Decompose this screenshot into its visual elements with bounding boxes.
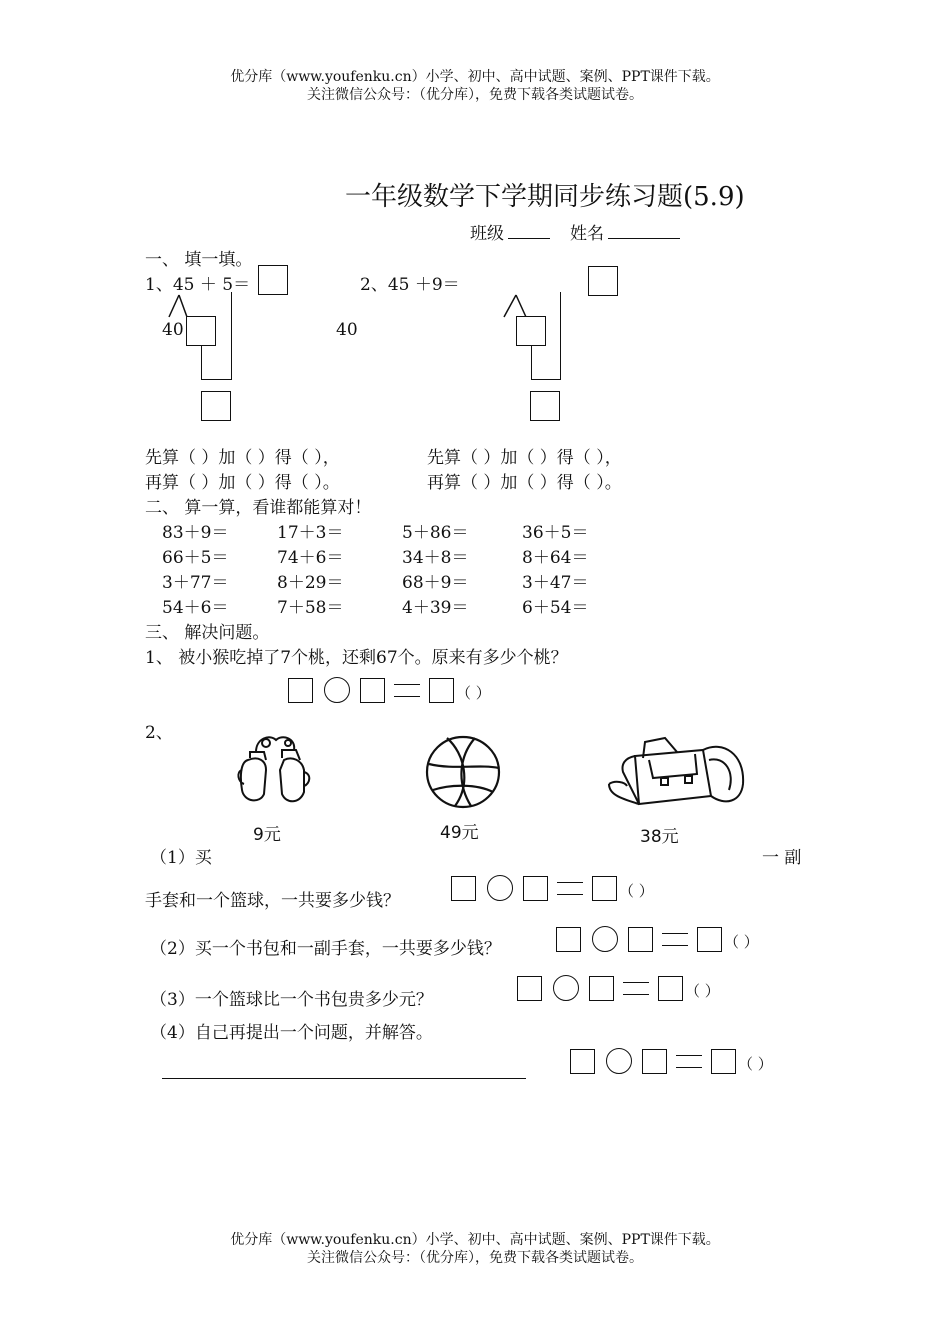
calc-item: 3＋77＝ — [162, 573, 229, 593]
calc-item: 54＋6＝ — [162, 598, 229, 618]
q2-bracket-bottom — [531, 379, 561, 380]
basketball-price: 49元 — [440, 823, 479, 843]
calc-item: 6＋54＝ — [522, 598, 589, 618]
calc-item: 3＋47＝ — [522, 573, 589, 593]
section2-heading: 二、 算一算，看谁都能算对！ — [145, 498, 372, 518]
section3-heading: 三、 解决问题。 — [145, 623, 270, 643]
sub-1-equals-sign — [557, 882, 583, 895]
sub-1-number-box-1[interactable] — [451, 876, 476, 901]
q1-step-1: 先算（ ）加（ ）得（ ）， — [145, 448, 340, 468]
problem-1-number-box-2[interactable] — [360, 678, 385, 703]
sub-2-unit-paren[interactable]: （ ） — [724, 933, 759, 951]
sub-1-number-box-2[interactable] — [523, 876, 548, 901]
calc-item: 74＋6＝ — [277, 548, 344, 568]
sub-3-equals-sign — [623, 982, 649, 995]
q2-step-1: 先算（ ）加（ ）得（ ）， — [427, 448, 622, 468]
sub-1-result-box[interactable] — [592, 876, 617, 901]
bag-picture — [605, 734, 749, 814]
q1-step-2: 再算（ ）加（ ）得（ ）。 — [145, 473, 340, 493]
sub-question-1-end: 一 副 — [762, 848, 802, 868]
bag-price: 38元 — [640, 827, 679, 847]
footer-line-1: 优分库（www.youfenku.cn）小学、初中、高中试题、案例、PPT课件下载。 — [230, 1232, 720, 1248]
page-title: 一年级数学下学期同步练习题(5.9) — [345, 182, 745, 212]
problem-1-text: 1、 被小猴吃掉了7个桃，还剩67个。原来有多少个桃？ — [145, 648, 568, 668]
sub-question-4: （4）自己再提出一个问题，并解答。 — [150, 1023, 433, 1043]
calc-item: 17＋3＝ — [277, 523, 344, 543]
name-blank[interactable] — [608, 238, 680, 239]
sub-3-result-box[interactable] — [658, 976, 683, 1001]
sub-4-number-box-2[interactable] — [642, 1049, 667, 1074]
q2-split-box[interactable] — [516, 316, 546, 346]
calc-item: 4＋39＝ — [402, 598, 469, 618]
q1-bracket-right — [231, 292, 232, 380]
calc-item: 66＋5＝ — [162, 548, 229, 568]
calc-item: 8＋64＝ — [522, 548, 589, 568]
problem-1-operator-circle[interactable] — [324, 677, 350, 703]
q2-bracket-right — [560, 292, 561, 380]
q2-split-number: 40 — [336, 320, 358, 340]
q1-split-number: 40 — [162, 320, 184, 340]
sub-question-2: （2）买一个书包和一副手套，一共要多少钱？ — [150, 939, 501, 959]
sub-2-result-box[interactable] — [697, 927, 722, 952]
header-line-2: 关注微信公众号：（优分库），免费下载各类试题试卷。 — [307, 87, 643, 103]
q2-step-2: 再算（ ）加（ ）得（ ）。 — [427, 473, 622, 493]
sub-3-number-box-2[interactable] — [589, 976, 614, 1001]
calc-item: 34＋8＝ — [402, 548, 469, 568]
basketball-picture — [425, 734, 505, 810]
q1-bracket-left — [201, 346, 202, 380]
sub-4-number-box-1[interactable] — [570, 1049, 595, 1074]
sub-4-unit-paren[interactable]: （ ） — [738, 1055, 773, 1073]
calc-item: 5＋86＝ — [402, 523, 469, 543]
q1-result-box[interactable] — [201, 391, 231, 421]
class-label: 班级 — [470, 224, 504, 244]
own-question-blank[interactable] — [162, 1078, 526, 1079]
sub-3-operator-circle[interactable] — [553, 975, 579, 1001]
calc-item: 68＋9＝ — [402, 573, 469, 593]
sub-question-1-start: （1）买 — [150, 848, 212, 868]
sub-3-unit-paren[interactable]: （ ） — [685, 982, 720, 1000]
calc-item: 83＋9＝ — [162, 523, 229, 543]
calc-item: 7＋58＝ — [277, 598, 344, 618]
class-blank[interactable] — [508, 238, 550, 239]
sub-4-operator-circle[interactable] — [606, 1048, 632, 1074]
q1-split-box[interactable] — [186, 316, 216, 346]
footer-line-2: 关注微信公众号：（优分库），免费下载各类试题试卷。 — [307, 1250, 643, 1266]
sub-3-number-box-1[interactable] — [517, 976, 542, 1001]
sub-question-1-cont: 手套和一个篮球，一共要多少钱？ — [145, 891, 400, 911]
calc-item: 36＋5＝ — [522, 523, 589, 543]
name-label: 姓名 — [570, 224, 604, 244]
sub-1-unit-paren[interactable]: （ ） — [619, 882, 654, 900]
problem-2-label: 2、 — [145, 723, 173, 743]
q2-bracket-left — [531, 346, 532, 380]
sub-2-number-box-2[interactable] — [628, 927, 653, 952]
section1-heading: 一、 填一填。 — [145, 250, 253, 270]
problem-1-number-box-1[interactable] — [288, 678, 313, 703]
sub-4-equals-sign — [676, 1055, 702, 1068]
q2-expression: 2、45 ＋9＝ — [360, 275, 460, 295]
q1-bracket-bottom — [201, 379, 232, 380]
sub-2-equals-sign — [662, 933, 688, 946]
problem-1-result-box[interactable] — [429, 678, 454, 703]
q2-answer-box[interactable] — [588, 266, 618, 296]
sub-2-number-box-1[interactable] — [556, 927, 581, 952]
gloves-picture — [236, 730, 316, 808]
sub-1-operator-circle[interactable] — [487, 875, 513, 901]
problem-1-unit-paren[interactable]: （ ） — [456, 684, 491, 702]
calc-item: 8＋29＝ — [277, 573, 344, 593]
problem-1-equals-sign — [394, 684, 420, 697]
gloves-price: 9元 — [253, 825, 281, 845]
sub-2-operator-circle[interactable] — [592, 926, 618, 952]
q2-result-box[interactable] — [530, 391, 560, 421]
sub-question-3: （3）一个篮球比一个书包贵多少元？ — [150, 990, 433, 1010]
q1-expression: 1、45 ＋ 5＝ — [145, 275, 251, 295]
q1-answer-box[interactable] — [258, 265, 288, 295]
sub-4-result-box[interactable] — [711, 1049, 736, 1074]
header-line-1: 优分库（www.youfenku.cn）小学、初中、高中试题、案例、PPT课件下载。 — [230, 69, 720, 85]
